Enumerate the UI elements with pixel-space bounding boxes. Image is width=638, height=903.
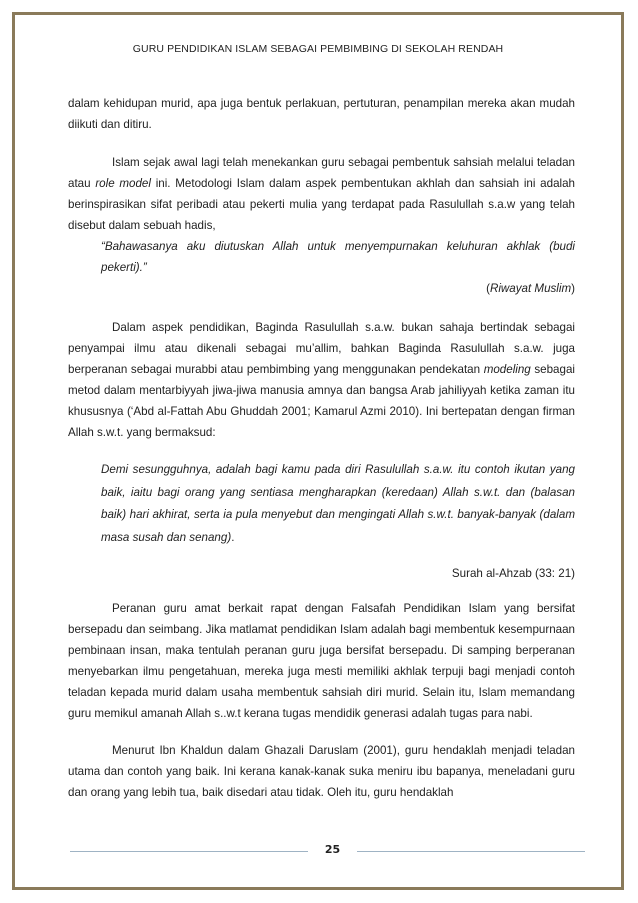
- paragraph-3-emphasis: modeling: [483, 363, 531, 376]
- verse-quote: [101, 453, 575, 549]
- paragraph-1: dalam kehidupan murid, apa juga bentuk perlakuan, pertuturan, penampilan mereka akan mudah diikuti dan ditiru.: [68, 97, 575, 131]
- paragraph-3: [68, 317, 575, 443]
- footer-rule-left: [70, 851, 308, 852]
- document-body: [68, 93, 575, 819]
- verse-text: Demi sesungguhnya, adalah bagi kamu pada diri Rasulullah s.a.w. itu contoh ikutan yang baik, iaitu bagi orang yang sentiasa mengharapkan (keredaan) Allah s.w.t. dan (balasan baik) hari akhirat, serta ia pula menyebut dan mengingati Allah s.w.t. banyak-banyak (dalam masa susah dan senang): [101, 463, 575, 544]
- verse-source: Surah al-Ahzab (33: 21): [451, 567, 575, 580]
- hadith-source-open: (: [486, 282, 490, 295]
- hadith-source: [68, 278, 575, 299]
- paragraph-2: [68, 152, 575, 236]
- paragraph-5: Menurut Ibn Khaldun dalam Ghazali Daruslam (2001), guru hendaklah menjadi teladan utama dan contoh yang baik. Ini kerana kanak-kanak suka meniru ibu bapanya, meneladani guru dan orang yang lebih tua, baik disedari atau tidak. Oleh itu, guru hendaklah: [68, 744, 575, 799]
- paragraph-2-text-b: ini. Metodologi Islam dalam aspek pembentukan akhlah dan sahsiah ini adalah berinspirasikan sifat peribadi atau pekerti mulia yang terdapat pada Rasulullah s.a.w yang telah disebut dalam sebuah hadis,: [68, 177, 575, 232]
- paragraph-3-text-b: sebagai metod dalam mentarbiyyah jiwa-jiwa manusia amnya dan bangsa Arab jahiliyyah ketika zaman itu khususnya (‘Abd al-Fattah Abu Ghuddah 2001; Kamarul Azmi 2010). Ini bertepatan dengan firman Allah s.w.t. yang bermaksud:: [68, 363, 575, 439]
- footer-rule-right: [357, 851, 585, 852]
- verse-end: .: [231, 530, 235, 544]
- page-frame: [12, 12, 624, 890]
- paragraph-3-text-a: Dalam aspek pendidikan, Baginda Rasulullah s.a.w. bukan sahaja bertindak sebagai penyampai ilmu atau dikenali sebagai mu’allim, bahkan Baginda Rasulullah s.a.w. juga berperanan sebagai murabbi atau pembimbing yang menggunakan pendekatan: [68, 321, 575, 376]
- paragraph-2-emphasis: role model: [95, 177, 151, 190]
- running-header: GURU PENDIDIKAN ISLAM SEBAGAI PEMBIMBING DI SEKOLAH RENDAH: [132, 43, 504, 55]
- hadith-source-name: Riwayat Muslim: [489, 282, 572, 295]
- paragraph-2-text-a: Islam sejak awal lagi telah menekankan guru sebagai pembentuk sahsiah melalui teladan atau: [68, 156, 575, 190]
- page-number: 25: [324, 843, 341, 856]
- paragraph-4: Peranan guru amat berkait rapat dengan Falsafah Pendidikan Islam yang bersifat bersepadu dan seimbang. Jika matlamat pendidikan Islam adalah bagi membentuk kesempurnaan pembinaan insan, maka tentulah peranan guru juga bersifat bersepadu. Di samping berperanan menyebarkan ilmu pengetahuan, mereka juga mesti memiliki akhlak terpuji bagi menjadi contoh teladan kepada murid dalam usaha membentuk sahsiah diri murid. Selain itu, Islam memandang guru memikul amanah Allah s..w.t kerana tugas mendidik generasi adalah tugas para nabi.: [68, 602, 575, 720]
- hadith-quote: “Bahawasanya aku diutuskan Allah untuk menyempurnakan keluhuran akhlak (budi pekerti).”: [101, 240, 575, 274]
- hadith-source-close: ): [571, 282, 575, 295]
